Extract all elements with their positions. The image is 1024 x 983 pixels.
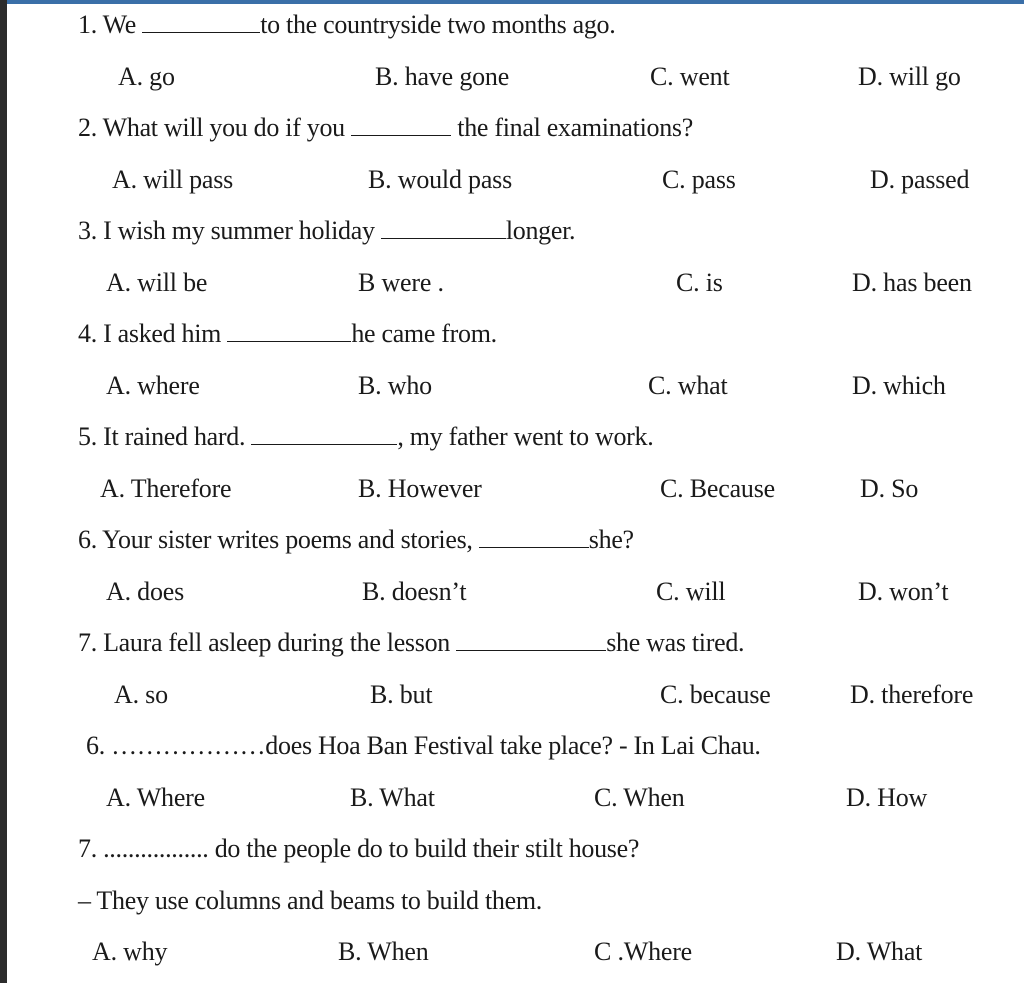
question-3 bbox=[78, 216, 575, 246]
option-d: D. How bbox=[846, 783, 928, 812]
question-7 bbox=[78, 628, 744, 658]
question-6-stem: 6. Your sister writes poems and stories, bbox=[78, 525, 473, 554]
question-3-tail: longer. bbox=[505, 216, 576, 245]
option-a: A. Therefore bbox=[100, 474, 232, 503]
window-left-border bbox=[0, 0, 7, 983]
question-2 bbox=[78, 113, 693, 143]
option-b: B. but bbox=[370, 680, 433, 709]
question-1-tail: to the countryside two months ago. bbox=[260, 10, 616, 39]
question-8: 6. ………………does Hoa Ban Festival take place? - In Lai Chau. bbox=[86, 731, 761, 760]
option-c: C. is bbox=[676, 268, 723, 297]
option-d: D. therefore bbox=[850, 680, 974, 709]
option-a: A. will be bbox=[106, 268, 208, 297]
option-b: B. When bbox=[338, 937, 429, 966]
option-c: C. what bbox=[648, 371, 728, 400]
question-7-stem: 7. Laura fell asleep during the lesson bbox=[78, 628, 450, 657]
option-d: D. What bbox=[836, 937, 923, 966]
option-b: B were . bbox=[358, 268, 444, 297]
question-9-answer: – They use columns and beams to build them. bbox=[78, 886, 542, 915]
question-3-stem: 3. I wish my summer holiday bbox=[78, 216, 375, 245]
question-4 bbox=[78, 319, 497, 349]
option-b: B. doesn’t bbox=[362, 577, 467, 606]
question-5-tail: , my father went to work. bbox=[397, 422, 654, 451]
option-a: A. does bbox=[106, 577, 185, 606]
answer-blank bbox=[142, 10, 260, 33]
option-b: B. who bbox=[358, 371, 432, 400]
question-6-tail: she? bbox=[588, 525, 634, 554]
question-4-stem: 4. I asked him bbox=[78, 319, 222, 348]
option-c: C .Where bbox=[594, 937, 693, 966]
option-d: D. passed bbox=[870, 165, 970, 194]
option-a: A. where bbox=[106, 371, 200, 400]
option-a: A. so bbox=[114, 680, 168, 709]
option-c: C. because bbox=[660, 680, 771, 709]
question-6 bbox=[78, 525, 634, 555]
option-a: A. Where bbox=[106, 783, 205, 812]
window-top-border bbox=[0, 0, 1024, 4]
answer-blank bbox=[227, 319, 351, 342]
answer-blank bbox=[251, 422, 397, 445]
question-1-stem: 1. We bbox=[78, 10, 137, 39]
option-a: A. go bbox=[118, 62, 175, 91]
option-d: D. So bbox=[860, 474, 919, 503]
question-7-tail: she was tired. bbox=[606, 628, 745, 657]
option-d: D. has been bbox=[852, 268, 972, 297]
answer-blank bbox=[381, 216, 506, 239]
option-c: C. When bbox=[594, 783, 685, 812]
question-2-tail: the final examinations? bbox=[457, 113, 693, 142]
question-5 bbox=[78, 422, 653, 452]
option-a: A. why bbox=[92, 937, 168, 966]
option-c: C. will bbox=[656, 577, 726, 606]
option-b: B. However bbox=[358, 474, 482, 503]
question-9: 7. ................. do the people do to build their stilt house? bbox=[78, 834, 640, 863]
option-d: D. will go bbox=[858, 62, 961, 91]
option-d: D. which bbox=[852, 371, 946, 400]
question-4-tail: he came from. bbox=[351, 319, 497, 348]
option-c: C. went bbox=[650, 62, 730, 91]
option-a: A. will pass bbox=[112, 165, 234, 194]
question-5-stem: 5. It rained hard. bbox=[78, 422, 246, 451]
question-1 bbox=[78, 10, 615, 40]
question-2-stem: 2. What will you do if you bbox=[78, 113, 345, 142]
answer-blank bbox=[351, 113, 451, 136]
option-b: B. would pass bbox=[368, 165, 513, 194]
option-b: B. What bbox=[350, 783, 435, 812]
answer-blank bbox=[456, 628, 606, 651]
option-d: D. won’t bbox=[858, 577, 949, 606]
option-b: B. have gone bbox=[375, 62, 510, 91]
option-c: C. pass bbox=[662, 165, 736, 194]
option-c: C. Because bbox=[660, 474, 775, 503]
answer-blank bbox=[479, 525, 589, 548]
